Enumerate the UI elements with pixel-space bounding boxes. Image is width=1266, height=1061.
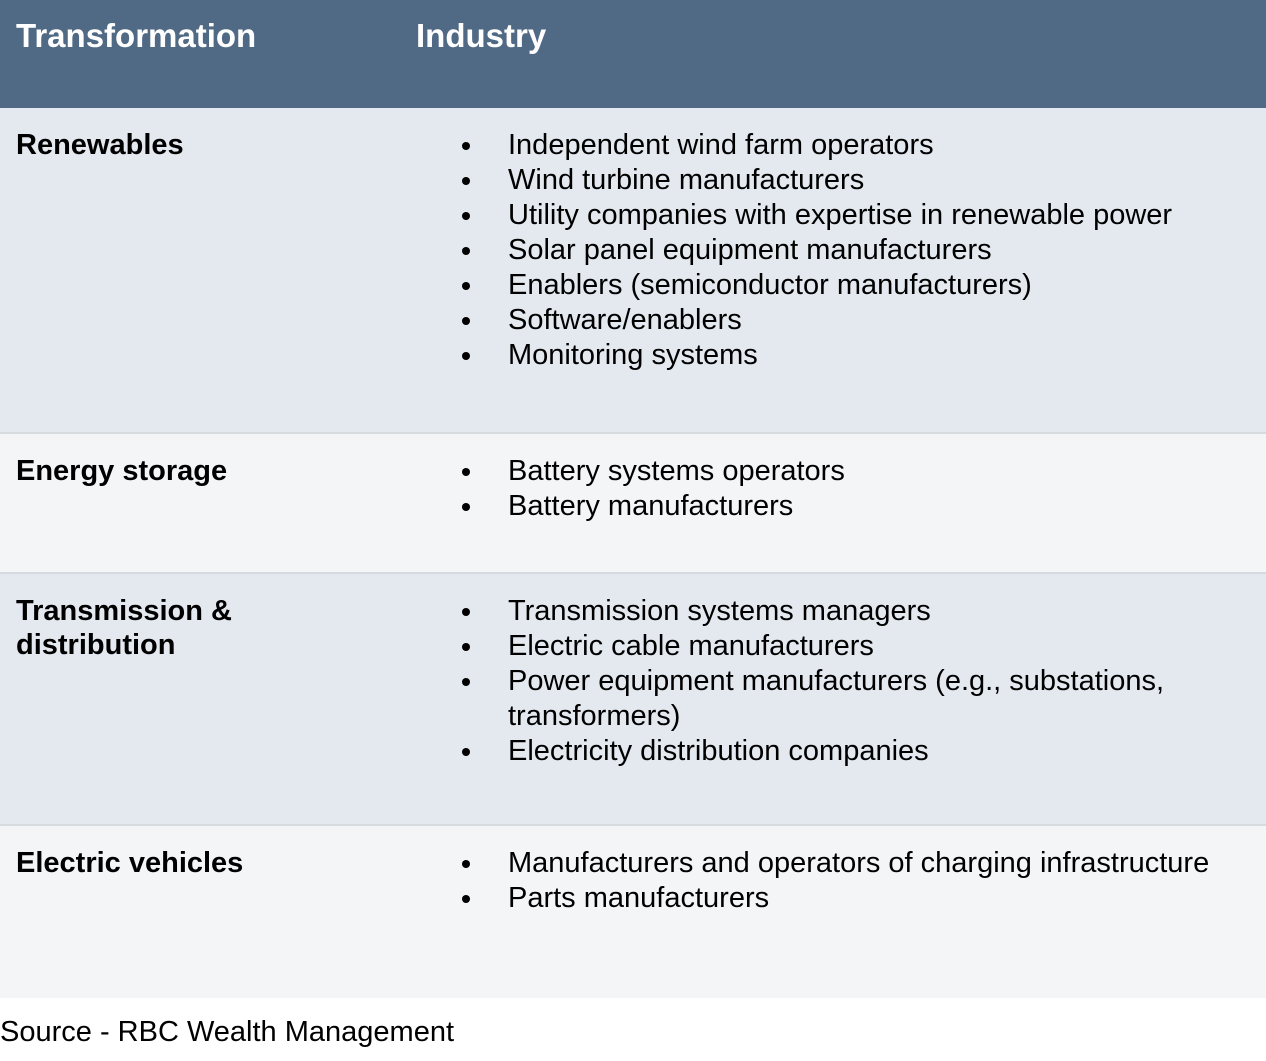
- bullet-icon: [462, 895, 470, 903]
- table-row: [0, 434, 1266, 574]
- industry-column-header: Industry: [416, 17, 547, 54]
- bullet-icon: [462, 860, 470, 868]
- list-item: [460, 846, 1246, 881]
- table-row: [0, 574, 1266, 826]
- bullet-icon: [462, 352, 470, 360]
- table-header-row: [0, 0, 1266, 108]
- industry-list: [460, 594, 1246, 769]
- industry-list: [460, 128, 1246, 373]
- industry-text: Solar panel equipment manufacturers: [508, 234, 992, 266]
- industry-text: Software/enablers: [508, 304, 742, 336]
- industry-text: Transmission systems managers: [508, 595, 931, 627]
- transformation-column-header: Transformation: [16, 17, 257, 54]
- industry-text: Manufacturers and operators of charging infrastructure: [508, 847, 1210, 879]
- bullet-icon: [462, 247, 470, 255]
- bullet-icon: [462, 212, 470, 220]
- list-item: [460, 664, 1246, 734]
- industry-text: Battery manufacturers: [508, 490, 794, 522]
- industry-text: Monitoring systems: [508, 339, 758, 371]
- bullet-icon: [462, 468, 470, 476]
- industry-text: Electricity distribution companies: [508, 735, 929, 767]
- industry-text: Utility companies with expertise in renewable power: [508, 199, 1173, 231]
- list-item: [460, 163, 1246, 198]
- list-item: [460, 268, 1246, 303]
- list-item: [460, 489, 1246, 524]
- list-item: [460, 629, 1246, 664]
- bullet-icon: [462, 643, 470, 651]
- table-row: [0, 826, 1266, 998]
- industry-text: Electric cable manufacturers: [508, 630, 874, 662]
- bullet-icon: [462, 177, 470, 185]
- list-item: [460, 594, 1246, 629]
- list-item: [460, 303, 1246, 338]
- list-item: [460, 128, 1246, 163]
- bullet-icon: [462, 678, 470, 686]
- list-item: [460, 198, 1246, 233]
- list-item: [460, 734, 1246, 769]
- bullet-icon: [462, 608, 470, 616]
- transformation-cell: Renewables: [16, 129, 184, 161]
- industry-text: Parts manufacturers: [508, 882, 770, 914]
- industry-text: Enablers (semiconductor manufacturers): [508, 269, 1032, 301]
- bullet-icon: [462, 282, 470, 290]
- transformation-cell: Energy storage: [16, 455, 228, 487]
- list-item: [460, 454, 1246, 489]
- industry-list: [460, 846, 1246, 916]
- list-item: [460, 338, 1246, 373]
- table-row: [0, 108, 1266, 434]
- industry-text: Power equipment manufacturers (e.g., substations, transformers): [508, 665, 1165, 732]
- bullet-icon: [462, 142, 470, 150]
- industry-list: [460, 454, 1246, 524]
- transformation-cell: Electric vehicles: [16, 847, 244, 879]
- list-item: [460, 881, 1246, 916]
- industry-text: Independent wind farm operators: [508, 129, 934, 161]
- industry-text: Wind turbine manufacturers: [508, 164, 865, 196]
- source-note: Source - RBC Wealth Management: [0, 1016, 455, 1048]
- industry-text: Battery systems operators: [508, 455, 845, 487]
- list-item: [460, 233, 1246, 268]
- bullet-icon: [462, 748, 470, 756]
- bullet-icon: [462, 317, 470, 325]
- transformation-cell: Transmission & distribution: [16, 595, 232, 661]
- bullet-icon: [462, 503, 470, 511]
